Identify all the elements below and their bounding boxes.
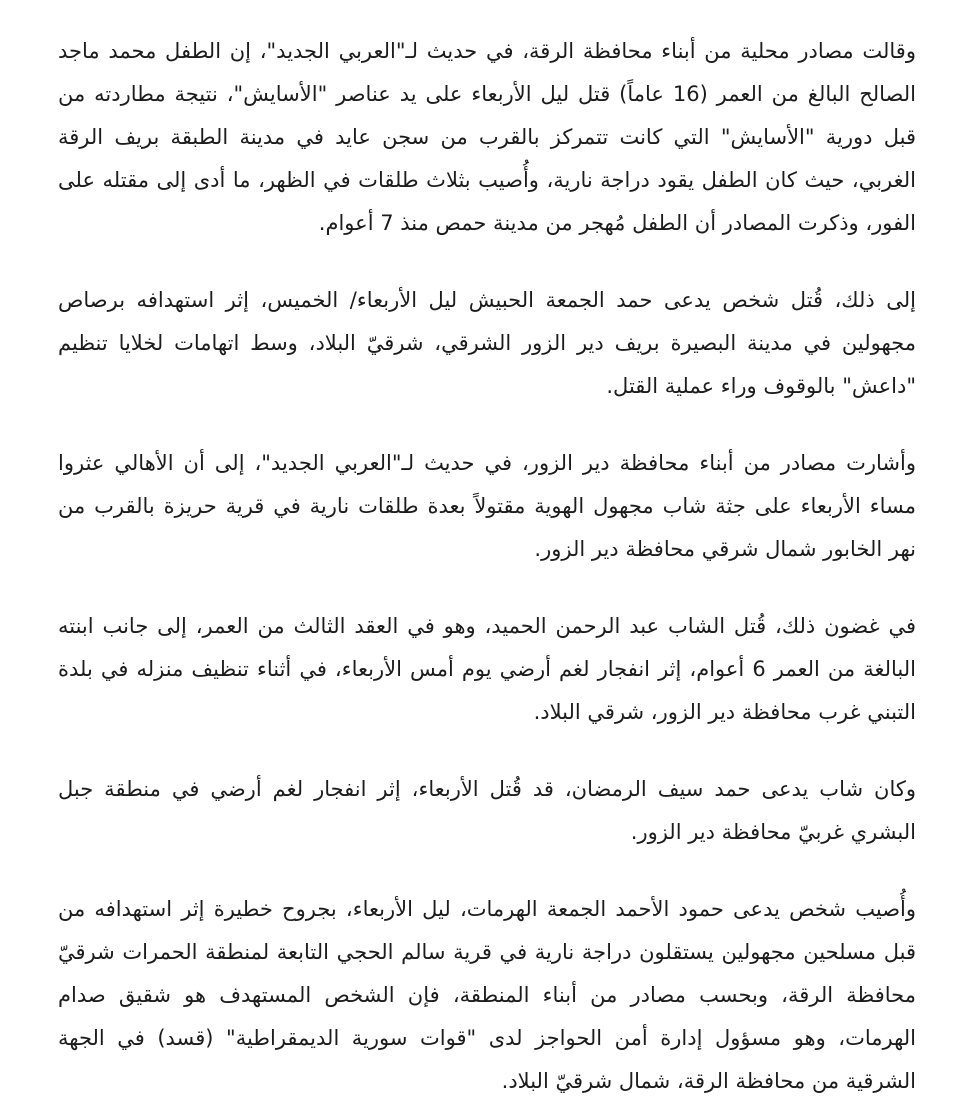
paragraph-tabni-landmine: في غضون ذلك، قُتل الشاب عبد الرحمن الحميد، وهو في العقد الثالث من العمر، إلى جانب ابنته البالغة من العمر 6 أعوام، إثر انفجار لغم أرضي يوم أمس الأربعاء، في أثناء تنظيف منزله في بلدة التبني غرب محافظة دير الزور، شرقي البلاد. bbox=[58, 614, 916, 724]
paragraph-hurayza-body-found: وأشارت مصادر من أبناء محافظة دير الزور، في حديث لـ"العربي الجديد"، إلى أن الأهالي عثروا مساء الأربعاء على جثة شاب مجهول الهوية مقتولاً بعدة طلقات نارية في قرية حريزة بالقرب من نهر الخابور شمال شرقي محافظة دير الزور. bbox=[58, 451, 916, 561]
paragraph-raqqa-child-killed: وقالت مصادر محلية من أبناء محافظة الرقة، في حديث لـ"العربي الجديد"، إن الطفل محمد ماجد الصالح البالغ من العمر (16 عاماً) قتل ليل الأربعاء على يد عناصر "الأسايش"، نتيجة مطاردته من قبل دورية "الأسايش" التي كانت تتمركز بالقرب من سجن عايد في مدينة الطبقة بريف الرقة الغربي، حيث كان الطفل يقود دراجة نارية، وأُصيب بثلاث طلقات في الظهر، ما أدى إلى مقتله على الفور، وذكرت المصادر أن الطفل مُهجر من مدينة حمص منذ 7 أعوام. bbox=[58, 39, 916, 235]
paragraph-busayrah-shooting: إلى ذلك، قُتل شخص يدعى حمد الجمعة الحبيش ليل الأربعاء/ الخميس، إثر استهدافه برصاص مجهولين في مدينة البصيرة بريف دير الزور الشرقي، شرقيّ البلاد، وسط اتهامات لخلايا تنظيم "داعش" بالوقوف وراء عملية القتل. bbox=[58, 288, 916, 398]
article-body bbox=[58, 30, 916, 1103]
paragraph-bishri-landmine: وكان شاب يدعى حمد سيف الرمضان، قد قُتل الأربعاء، إثر انفجار لغم أرضي في منطقة جبل البشري غربيّ محافظة دير الزور. bbox=[58, 777, 916, 844]
paragraph-salem-al-hajji-attack: وأُصيب شخص يدعى حمود الأحمد الجمعة الهرمات، ليل الأربعاء، بجروح خطيرة إثر استهدافه من قبل مسلحين مجهولين يستقلون دراجة نارية في قرية سالم الحجي التابعة لمنطقة الحمرات شرقيّ محافظة الرقة، وبحسب مصادر من أبناء المنطقة، فإن الشخص المستهدف هو شقيق صدام الهرمات، وهو مسؤول إدارة أمن الحواجز لدى "قوات سورية الديمقراطية" (قسد) في الجهة الشرقية من محافظة الرقة، شمال شرقيّ البلاد. bbox=[58, 897, 916, 1093]
